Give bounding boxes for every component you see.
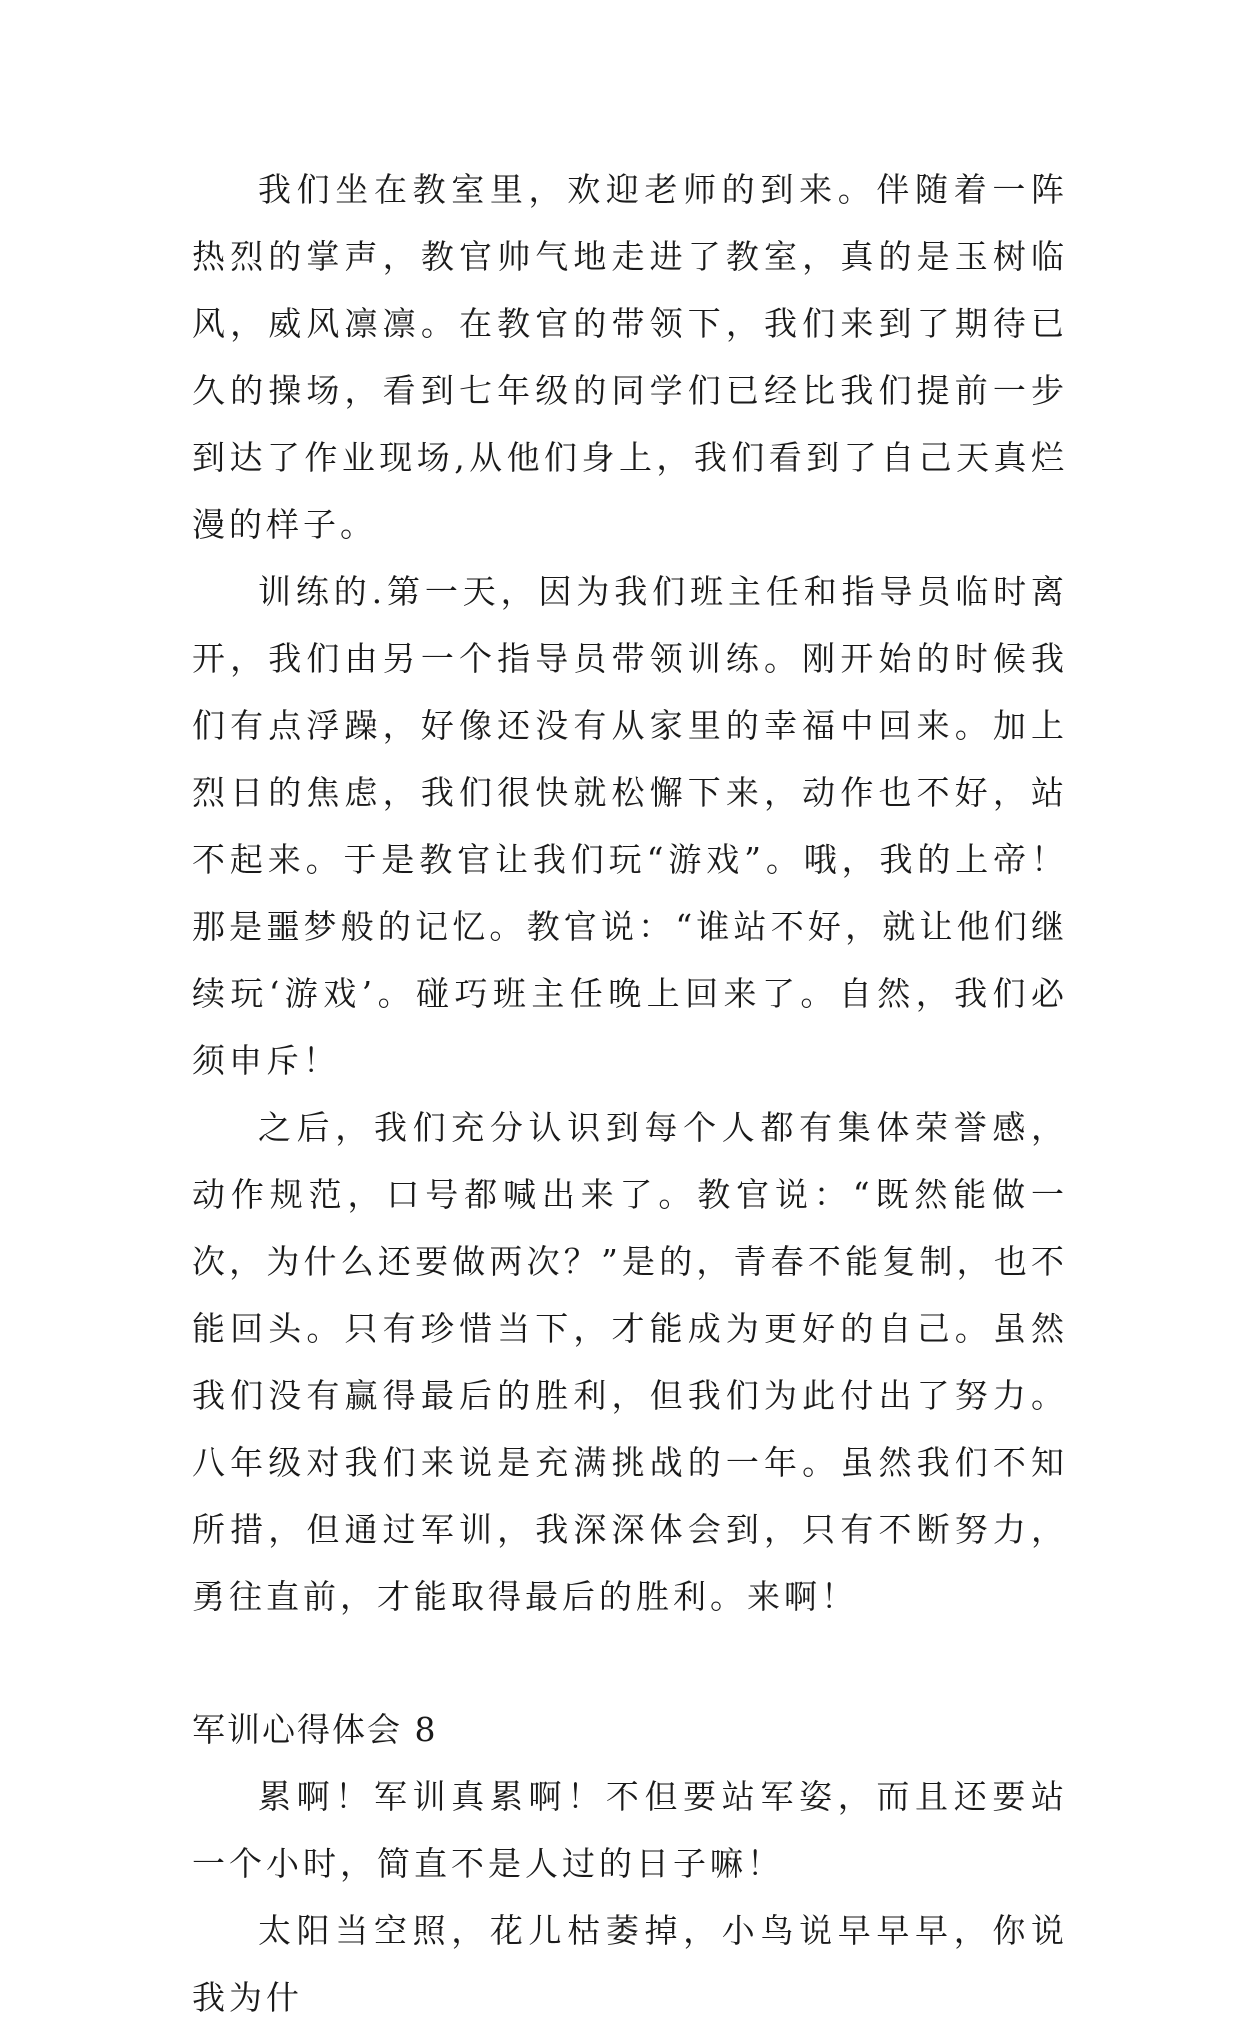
paragraph-1: 我们坐在教室里，欢迎老师的到来。伴随着一阵热烈的掌声，教官帅气地走进了教室，真的是玉树临风，威风凛凛。在教官的带领下，我们来到了期待已久的操场，看到七年级的同学们已经比我们提前一步到达了作业现场,从他们身上，我们看到了自己天真烂漫的样子。 — [192, 170, 1068, 544]
paragraph-4: 累啊！军训真累啊！不但要站军姿，而且还要站一个小时，简直不是人过的日子嘛！ — [192, 1777, 1068, 1883]
document-body — [192, 156, 1068, 2031]
paragraph-5: 太阳当空照，花儿枯萎掉，小鸟说早早早，你说我为什 — [192, 1911, 1068, 2017]
paragraph-3: 之后，我们充分认识到每个人都有集体荣誉感，动作规范，口号都喊出来了。教官说：“既然能做一次，为什么还要做两次？”是的，青春不能复制，也不能回头。只有珍惜当下，才能成为更好的自己。虽然我们没有赢得最后的胜利，但我们为此付出了努力。八年级对我们来说是充满挑战的一年。虽然我们不知所措，但通过军训，我深深体会到，只有不断努力，勇往直前，才能取得最后的胜利。来啊！ — [192, 1108, 1068, 1616]
section-title: 军训心得体会 8 — [192, 1710, 438, 1749]
paragraph-2: 训练的.第一天，因为我们班主任和指导员临时离开，我们由另一个指导员带领训练。刚开始的时候我们有点浮躁，好像还没有从家里的幸福中回来。加上烈日的焦虑，我们很快就松懈下来，动作也不好，站不起来。于是教官让我们玩“游戏”。哦，我的上帝！那是噩梦般的记忆。教官说：“谁站不好，就让他们继续玩‘游戏’。碰巧班主任晚上回来了。自然，我们必须申斥！ — [192, 572, 1068, 1080]
